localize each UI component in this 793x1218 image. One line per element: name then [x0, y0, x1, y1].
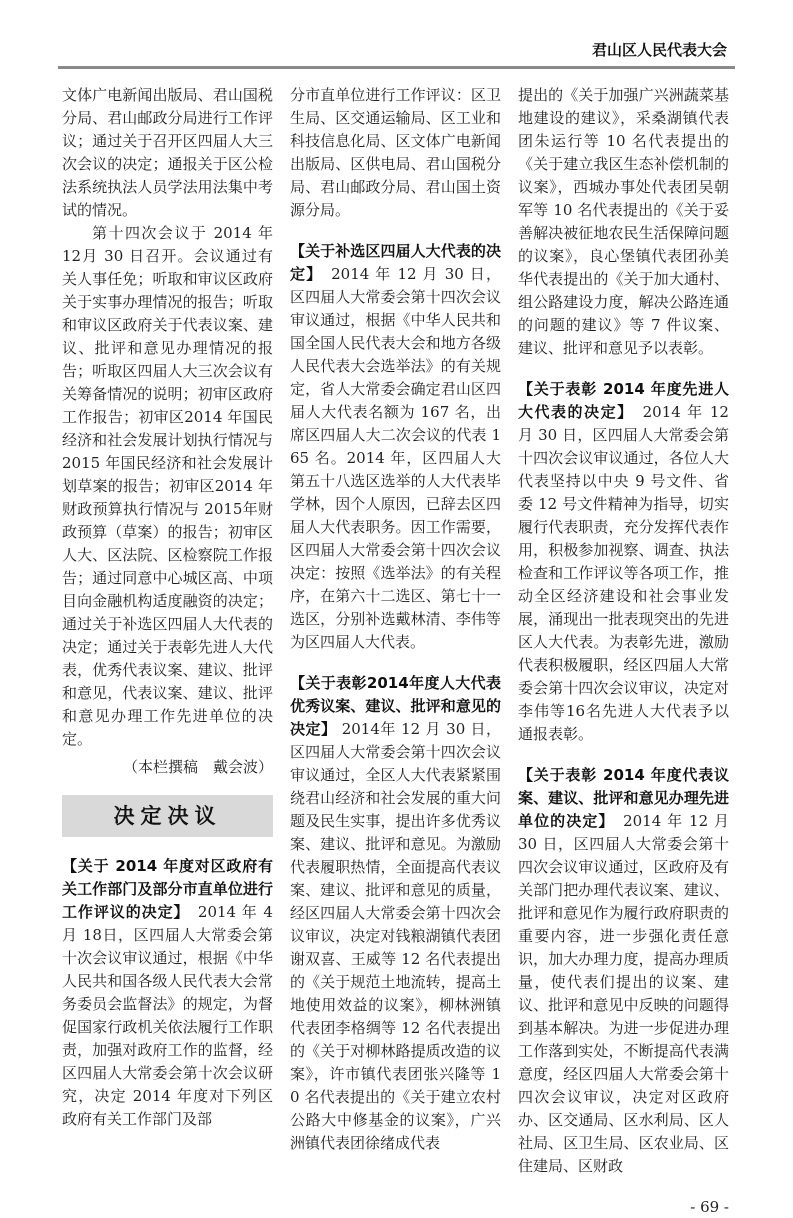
text-line: 关依法履行工作职责，加强对政府	[62, 1018, 273, 1059]
text-line: 对下列区政府有关工作部门及部	[62, 1087, 273, 1128]
text-line	[290, 242, 501, 260]
text-line: 案、建议、批评和意见办理工作先	[62, 684, 273, 725]
text-line: 团张兴隆等 10 名代表提出的《关	[290, 1065, 501, 1106]
text-line: 融机构适度融资的决定；通过关于	[62, 592, 273, 633]
text-line: 代表紧紧围绕君山经济和社会发	[290, 766, 501, 807]
text-line: 民代表大会和地方各级人民代表	[290, 334, 501, 375]
paragraph	[290, 672, 501, 1155]
text-line: 办理情况的报告；听取和审议区政	[62, 293, 273, 334]
text-line: 局、区供电局、君山国税分局、君山	[290, 155, 501, 196]
text-line: 执行情况与 2015 年国民经济和社	[62, 431, 273, 472]
text-line: 人大常委会第十四次会议审议通	[290, 288, 501, 329]
item-title: 【关于表彰 2014 年度代表议案、	[518, 766, 729, 807]
item-title: 【关于补选区四届人大代表的决	[290, 242, 501, 260]
text-line: 激励代表履职热情，全面提高代表	[290, 835, 501, 876]
text-line: 立我区生态补偿机制的议案》，西	[518, 155, 729, 196]
text-line: 分市直单位进行工作评议：区卫生	[290, 86, 501, 127]
text-line: 区，分别补选戴林清、李伟等为区	[290, 610, 501, 651]
text-line: 展，涌现出一批表现突出的先进区	[518, 610, 729, 651]
text-line: 名先进人大代表予以通报表彰。	[518, 702, 729, 743]
text-line: 补选区四届人大代表的决定；通过	[62, 615, 273, 656]
text-line: 关于表彰先进人大代表，优秀代表	[62, 638, 273, 679]
text-line: 四届人大第五十八选区选举的人	[290, 449, 501, 490]
item-title: 作部门及部分市直单位进行工作	[62, 880, 273, 921]
text-line: 加大通村、组公路建设力度，解决	[518, 270, 729, 311]
text-line: 行政府职责的重要内容，进一步强	[518, 904, 729, 945]
text-line: 信息化局、区文体广电新闻出版	[290, 132, 501, 173]
text-line: 初审区政府工作报告；初审区	[62, 385, 273, 426]
page-number: - 69 -	[690, 1198, 729, 1216]
item-title: 【关于 2014 年度对区政府有关工	[62, 857, 273, 898]
text-line: 会议审议，决定对区政府办、区交	[518, 1088, 729, 1129]
text-line: 挥代表作用，积极参加视察、调查、	[518, 518, 729, 559]
text-line: 年 12 月 30 日，区四届人大常委会	[290, 720, 501, 761]
paragraph	[62, 84, 273, 222]
text-line: 积极履职，经区四届人大常委会第	[518, 656, 729, 697]
item-text: 2014 年 12 月 30 日，	[518, 403, 729, 444]
paragraph	[518, 84, 729, 360]
text-line: 表议案、建议、批评和意见作为履	[518, 881, 729, 922]
column-3	[518, 84, 729, 1218]
section-heading: 决定决议	[62, 795, 273, 837]
text-line: 第十四次会议审议通过，全区人大	[290, 743, 501, 784]
text-line: 指导，切实履行代表职责，充分发	[518, 495, 729, 536]
text-line: 文体广电新闻出版局、君山国税分	[62, 86, 273, 127]
text-line: 局、区农业局、区住建局、区财政	[518, 1134, 729, 1175]
text-line: 要，区四届人大常委会第十四次会	[290, 518, 501, 559]
text-line: 局、君山邮政分局进行工作评议；	[62, 109, 273, 150]
paragraph	[62, 222, 273, 751]
text-line: 大三次会议有关筹备情况的说明；	[62, 362, 273, 403]
text-line: 规范土地流转，提高土地使用效益	[290, 973, 501, 1014]
text-line: 第十四次会议于 2014 年 12	[62, 224, 273, 265]
text-line: 2014 年国民经济和社会发展计划	[62, 408, 273, 449]
text-line: 于建立农村公路大中修基金的议	[290, 1088, 501, 1129]
running-header: 君山区人民代表大会	[591, 41, 727, 59]
text-line: 过，根据《中华人民共和国全国人	[290, 311, 501, 352]
item-title: 决定】	[566, 812, 607, 830]
text-line: 喜、王威等 12 名代表提出的《关于	[290, 950, 501, 991]
column-1	[62, 84, 273, 1149]
item-title: 案、建议、批评和意见的决定】	[290, 697, 501, 738]
text-line: 运行等 10 名代表提出的《关于建	[518, 132, 729, 173]
paragraph	[290, 84, 501, 222]
text-line: 年财政预算（草案）的报告；初审区	[62, 500, 273, 541]
text-line: 提出的《关于加强广兴洲蔬菜基地	[518, 86, 729, 127]
text-line: 案、建议、批评和意见予以表彰。	[518, 316, 729, 357]
text-line: 各级人民代表大会常务委员会监	[62, 972, 273, 1013]
text-line: 通局、区水利局、区人社局、区卫生	[518, 1111, 729, 1152]
text-line: 十四次会议审议，决定对李伟等16	[518, 679, 729, 720]
column-2	[290, 84, 501, 1173]
text-line: 镇代表团孙美华代表提出的《关于	[518, 247, 729, 288]
text-line: 民生活保障问题的议案》，良心堡	[518, 224, 729, 265]
text-line: 大代表毕学林，因个人原因，已辞	[290, 472, 501, 513]
text-line: 多优秀议案、建议、批评和意见。为	[290, 812, 501, 853]
text-line: 审议，决定对钱粮湖镇代表团谢双	[290, 927, 501, 968]
text-line: 会发展计划草案的报告；初审区	[62, 454, 273, 495]
text-line: 月 30 日召开。会议通过有关人事	[62, 247, 273, 288]
text-line: 等 12 名代表提出的《关于对柳林	[290, 1019, 501, 1060]
text-line: 届人大常委会第十四次会议审议	[518, 835, 729, 876]
item-text: 2014 年 12 月 30 日，区四届	[290, 265, 501, 306]
paragraph	[290, 240, 501, 654]
text-line: 央 9 号文件、省委 12 号文件精神为	[518, 472, 729, 513]
item-title: 【关于表彰 2014 年度先进人大代	[518, 380, 729, 421]
text-line: 执法检查和工作评议等各项工作，	[518, 541, 729, 582]
item-text: 2014 年 4 月 18	[62, 903, 273, 944]
text-line: 进单位的决定。	[62, 707, 273, 748]
text-line: 区四届人大常委会第十四次会议	[518, 426, 729, 467]
item-title: 定】	[290, 265, 315, 283]
text-line: 审议通过，根据《中华人民共和国	[62, 949, 273, 990]
text-line: 通过，区政府及有关部门把办理代	[518, 858, 729, 899]
text-line: 名额为 167 名，出席区四届人大二	[290, 403, 501, 444]
item-title: 建议、批评和意见办理先进单位的	[518, 789, 729, 830]
paragraph	[518, 378, 729, 746]
text-line: 议案、建议、批评和意见的质量，经	[290, 858, 501, 922]
item-title: 评议的决定】	[93, 903, 182, 921]
text-line: 区四届人大常委会第十四次会议	[290, 904, 501, 945]
text-line: 局、区交通运输局、区工业和科技	[290, 109, 501, 150]
paragraph	[62, 855, 273, 1131]
text-line: 通过关于召开区四届人大三次会	[62, 132, 273, 173]
text-line: 日，区四届人大常委会第十次会议	[62, 926, 273, 967]
text-line: 城办事处代表团吴朝军等 10 名代	[518, 178, 729, 219]
text-line: 府关于代表议案、建议、批评和意	[62, 316, 273, 357]
text-line: 四届人大代表。	[320, 633, 426, 651]
byline: （本栏撰稿 戴会波）	[122, 758, 273, 776]
text-line: 见办理情况的报告；听取区四届人	[62, 339, 273, 380]
text-line: 表提出的《关于妥善解决被征地农	[518, 201, 729, 242]
text-line: 推动全区经济建设和社会事业发	[518, 564, 729, 605]
paragraph	[518, 764, 729, 1178]
text-line: 序，在第六十二选区、第七十一选	[290, 587, 501, 628]
text-line: 办理质量，使代表们提出的议案、	[518, 950, 729, 991]
text-line: 审议通过，各位人大代表坚持以中	[518, 449, 729, 490]
text-line: 常委会确定君山区四届人大代表	[290, 380, 501, 421]
text-line: 人大代表。为表彰先进，激励代表	[518, 633, 729, 674]
text-line: 案》，广兴洲镇代表团徐绪成代表	[290, 1111, 501, 1152]
text-line: 路提质改造的议案》，许市镇代表	[290, 1042, 501, 1083]
text-line: 议决定：按照《选举法》的有关程	[290, 541, 501, 582]
text-line: 建议、批评和意见中反映的问题得	[518, 973, 729, 1014]
text-line: 情况。	[92, 201, 138, 219]
text-line: 建设的建议》，采桑湖镇代表团朱	[518, 109, 729, 150]
header-rule	[58, 66, 735, 69]
text-line: 任免；听取和审议区政府关于实事	[62, 270, 273, 311]
text-line: 第十次会议研究，决定 2014 年度	[62, 1064, 273, 1105]
item-title: 表的决定】	[551, 403, 627, 421]
text-line: 去区四届人大代表职务。因工作需	[290, 495, 501, 536]
text-line: 大会选举法》的有关规定，省人大	[290, 357, 501, 398]
text-line: 2014 年财政预算执行情况与 2015	[62, 477, 273, 518]
item-text: 2014	[336, 720, 380, 738]
item-title: 【关于表彰2014年度人大代表优秀议	[290, 674, 501, 715]
text-line: 的议案》，柳林洲镇代表团李格绸	[290, 996, 501, 1037]
text-line: 人大、区法院、区检察院工作报告；	[62, 546, 273, 587]
text-line: 议的决定；通报关于区公检法系	[62, 155, 273, 196]
text-line: 邮政分局、君山国土资源分局。	[290, 178, 501, 219]
text-line: 通过同意中心城区高、中项目向金	[62, 569, 273, 610]
text-line: 度，经区四届人大常委会第十四次	[518, 1065, 729, 1106]
text-line: 工作的监督，经区四届人大常委会	[62, 1041, 273, 1082]
text-line: 到基本解决。为进一步促进办理工	[518, 1019, 729, 1060]
text-line: 议案、建议、批评和意见，代表议	[62, 661, 273, 702]
text-line: 展的重大问题及民生实事，提出许	[290, 789, 501, 830]
text-line: 督法》的规定，为督促国家行政机	[62, 995, 273, 1036]
item-text: 2014 年 12 月 30 日，区四	[518, 812, 729, 853]
text-line: 化责任意识，加大办理力度，提高	[518, 927, 729, 968]
text-line: 统执法人员学法用法集中考试的	[62, 178, 273, 219]
text-line: 作落到实处，不断提高代表满意	[518, 1042, 729, 1083]
text-line: 次会议的代表 165 名。2014 年，区	[290, 426, 501, 467]
text-line: 公路连通的问题的建议》等 7 件议	[518, 293, 729, 334]
